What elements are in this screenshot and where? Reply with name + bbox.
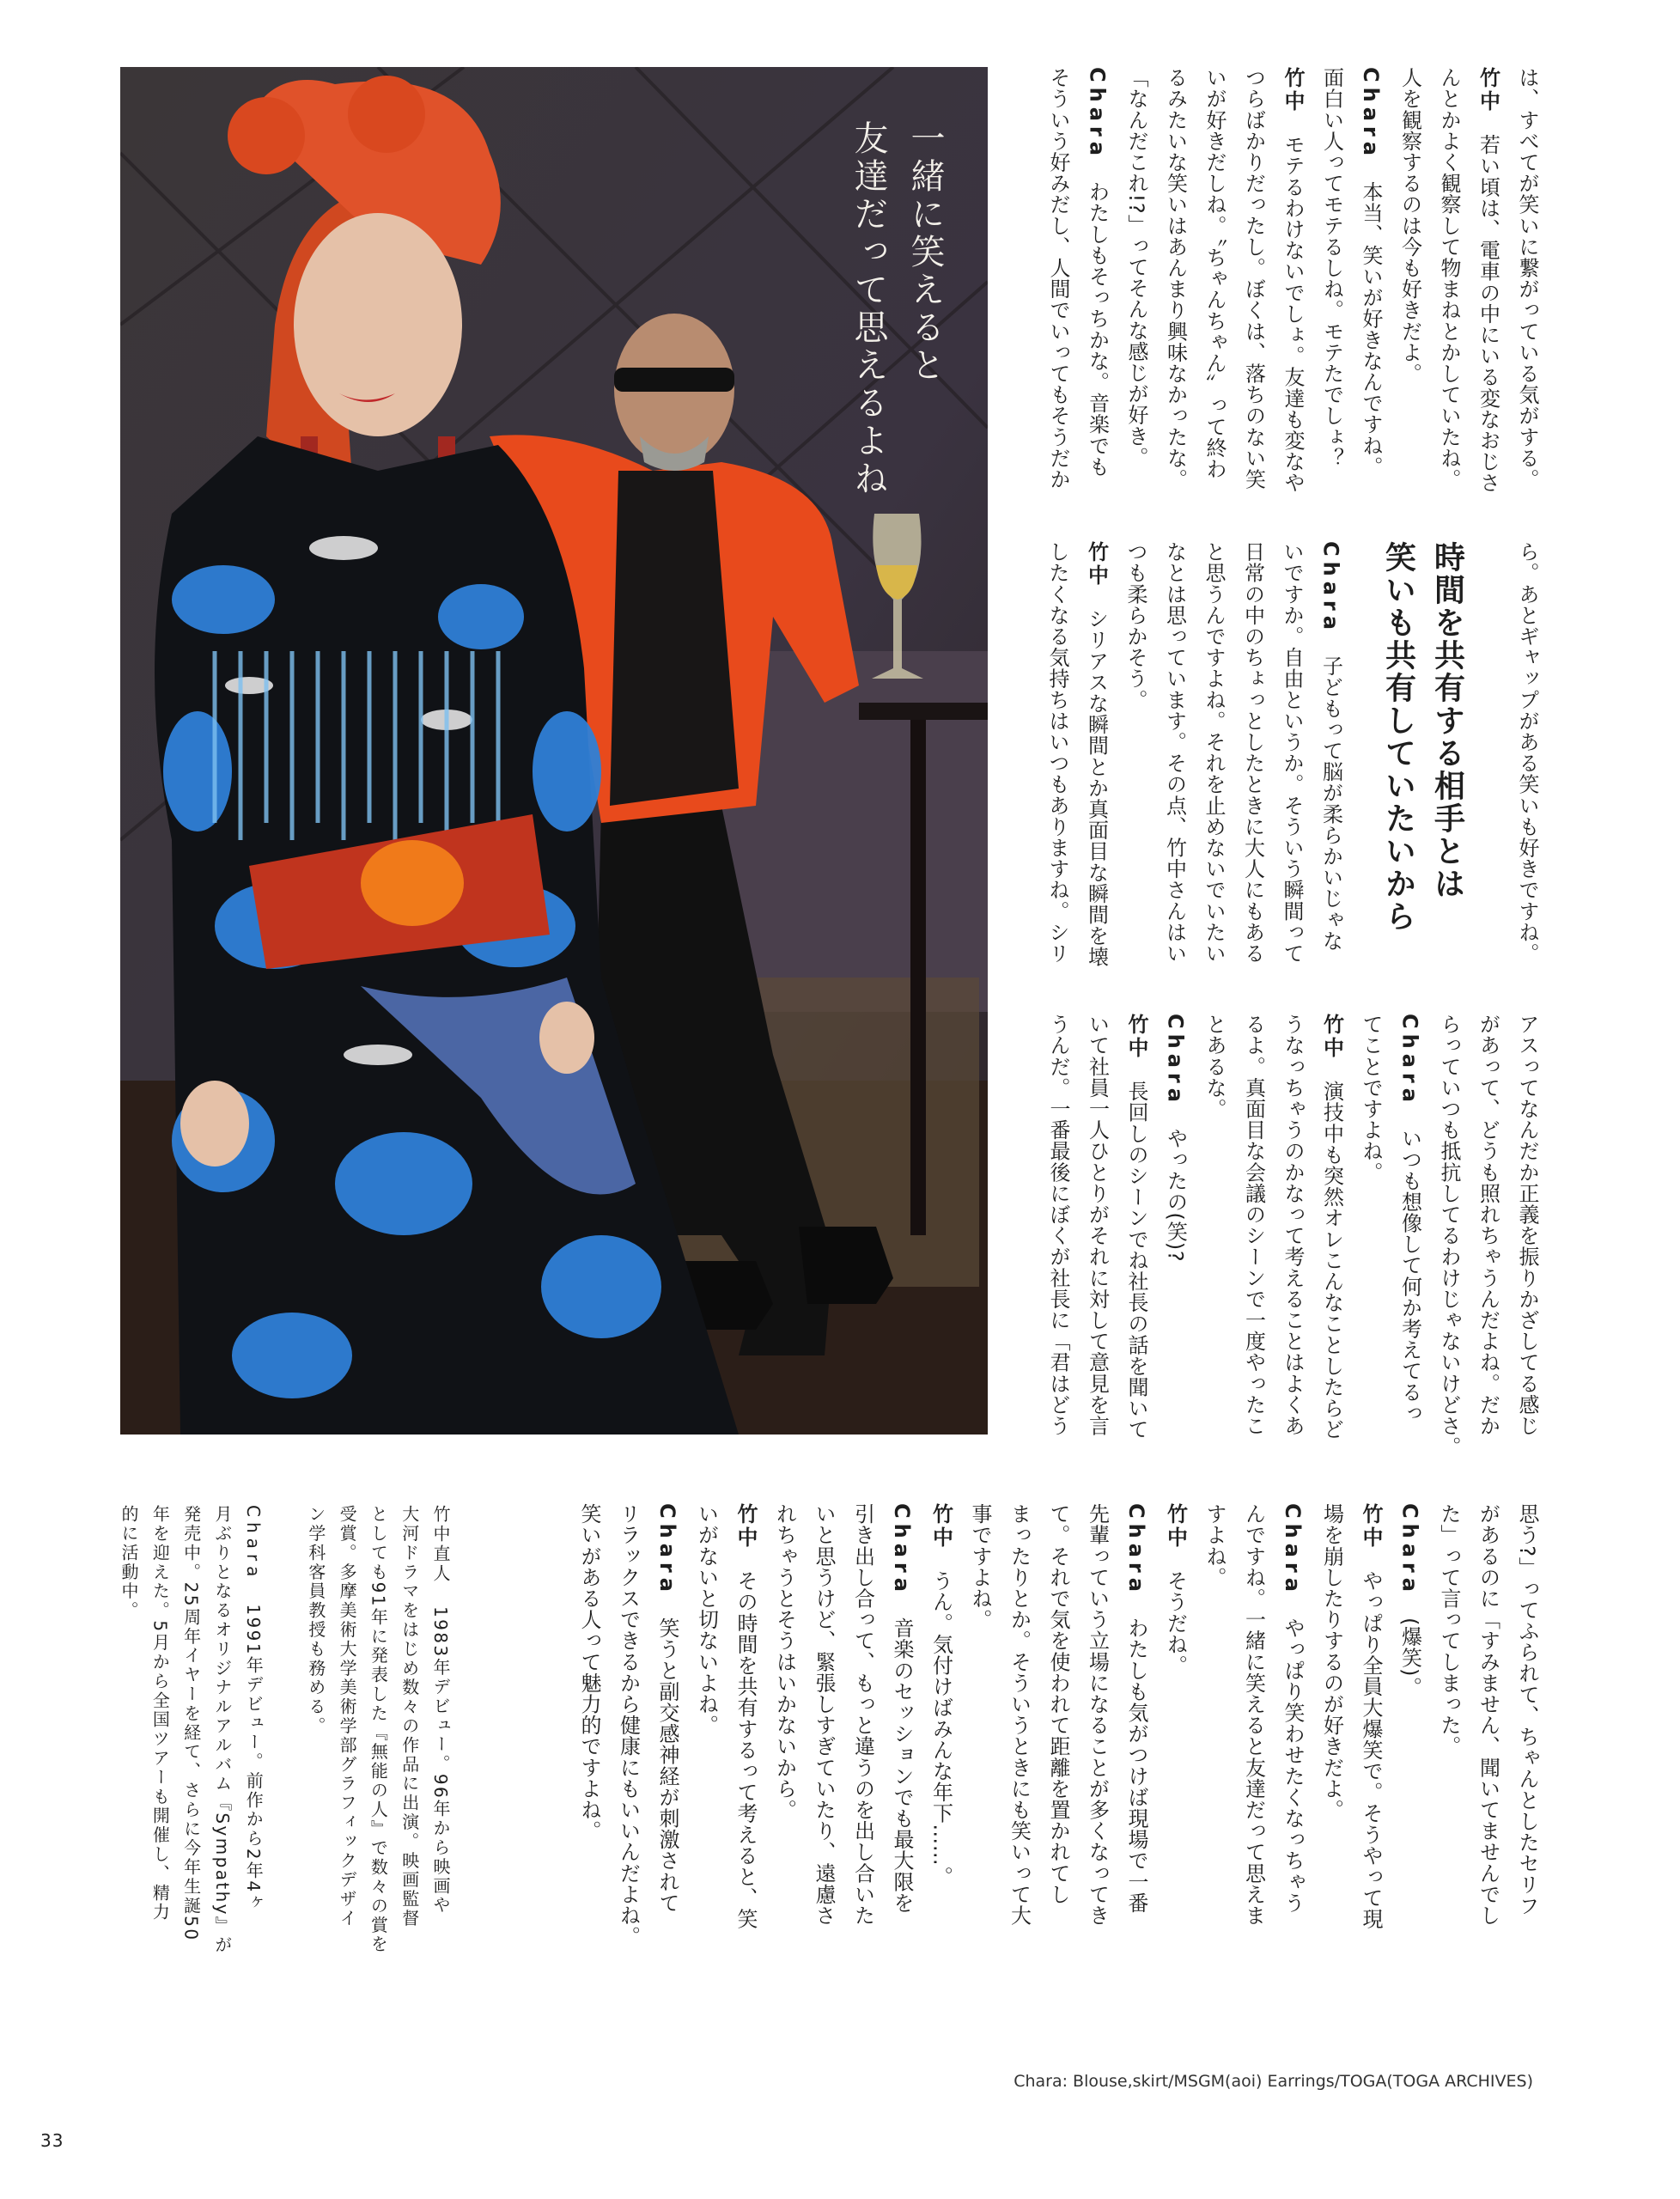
article-text-tier-3 <box>1038 1014 1547 1458</box>
text-column <box>1390 1503 1429 1950</box>
column-text: 引き出し合って、もっと違うのを出し合いた <box>850 1503 875 1926</box>
speaker-name: 竹中 <box>1476 67 1500 113</box>
text-column <box>1468 1503 1507 1950</box>
speaker-name: Chara <box>1085 67 1110 161</box>
column-text: があって、どうも照れちゃうんだよね。だか <box>1476 1014 1500 1436</box>
column-text: 長回しのシーンでね社長の話を聞いて <box>1124 1081 1148 1441</box>
text-column <box>1273 1503 1312 1950</box>
column-text: 先輩っていう立場になることが多くなってき <box>1085 1503 1110 1926</box>
text-column <box>238 1505 269 1952</box>
text-column <box>804 1503 843 1950</box>
text-column <box>1117 1014 1156 1443</box>
column-text: 「なんだこれ!?」ってそんな感じが好き。 <box>1124 67 1148 468</box>
text-column <box>1077 1014 1117 1443</box>
column-text: 場を崩したりするのが好きだよ。 <box>1319 1503 1344 1820</box>
text-column <box>843 1503 882 1950</box>
column-text: うん。気付けばみんな年下……。 <box>928 1570 953 1887</box>
column-text: 音楽のセッションでも最大限を <box>890 1617 914 1914</box>
text-column <box>1351 1014 1391 1443</box>
column-text: があるのに「すみません、聞いてませんでし <box>1476 1503 1500 1926</box>
text-column <box>1312 1014 1351 1443</box>
column-text: れちゃうとそうはいかないから。 <box>772 1503 797 1820</box>
column-text: 演技中も突然オレこんなことしたらど <box>1319 1081 1344 1441</box>
speaker-name: 竹中 <box>1281 67 1305 113</box>
column-text: るみたいな笑いはあんまり興味なかったな。 <box>1163 67 1188 490</box>
column-text: ン学科客員教授も務める。 <box>305 1505 326 1736</box>
column-text: 1983年デビュー。96年から映画や <box>430 1606 451 1916</box>
text-column <box>1312 67 1351 496</box>
speaker-name: Chara <box>1163 1014 1188 1107</box>
text-column <box>1233 541 1272 971</box>
text-column <box>113 1505 144 1952</box>
text-column <box>144 1505 175 1952</box>
text-column <box>1155 1503 1195 1950</box>
text-column <box>1076 541 1116 971</box>
column-text: やっぱり全員大爆笑で。そうやって現 <box>1359 1570 1383 1930</box>
speaker-name: Chara <box>1359 67 1383 161</box>
text-column <box>301 1505 332 1952</box>
text-column <box>1272 541 1312 971</box>
column-text: やっぱり笑わせたくなっちゃう <box>1281 1617 1305 1914</box>
speaker-name: 竹中 <box>733 1503 758 1550</box>
column-text: 思う?」ってふられて、ちゃんとしたセリフ <box>1515 1503 1539 1916</box>
speaker-name: 竹中 <box>1359 1503 1383 1550</box>
column-text: て。それで気を使われて距離を置かれてし <box>1046 1503 1070 1905</box>
text-column <box>1117 67 1156 496</box>
column-text: うなっちゃうのかなって考えることはよくあ <box>1281 1014 1305 1436</box>
text-column <box>1390 67 1429 496</box>
text-column <box>1195 1503 1234 1950</box>
text-column <box>1077 67 1117 496</box>
text-column <box>764 1503 804 1950</box>
headline-line: 一緒に笑えると <box>905 120 945 385</box>
text-column <box>1194 541 1233 971</box>
column-text: 年を迎えた。5月から全国ツアーも開催し、精力 <box>149 1505 171 1922</box>
speaker-name: Chara <box>1397 1014 1422 1107</box>
column-text: いがないと切ないよね。 <box>694 1503 719 1736</box>
text-column <box>1195 1014 1234 1443</box>
text-column <box>1155 1014 1195 1443</box>
text-column <box>569 1503 609 1950</box>
column-text: その時間を共有するって考えると、笑 <box>733 1570 758 1930</box>
column-gap <box>269 1505 300 1952</box>
text-column <box>1351 1503 1391 1950</box>
speaker-name: Chara <box>1318 541 1343 635</box>
column-text: モテるわけないでしょ。友達も変なや <box>1281 134 1305 494</box>
speaker-name: Chara <box>890 1503 914 1597</box>
text-column <box>921 1503 960 1950</box>
text-column <box>882 1503 922 1950</box>
column-text: つも柔らかそう。 <box>1123 541 1147 710</box>
article-text-tier-1 <box>1038 67 1547 496</box>
column-text: とあるな。 <box>1202 1014 1227 1119</box>
column-text: 的に活動中。 <box>119 1505 140 1621</box>
speaker-name: 竹中直人 <box>430 1505 451 1584</box>
text-column <box>393 1505 424 1952</box>
column-text: 受賞。多摩美術大学美術学部グラフィックデザイ <box>337 1505 358 1928</box>
column-text: 笑うと副交感神経が刺激されて <box>655 1617 679 1914</box>
text-column <box>1311 541 1350 971</box>
text-column <box>1507 1503 1547 1950</box>
text-column <box>1468 67 1507 496</box>
text-column <box>999 1503 1038 1950</box>
speaker-name: Chara <box>1124 1503 1148 1597</box>
speaker-name: 竹中 <box>1163 1503 1188 1550</box>
column-text: は、すべてが笑いに繋がっている気がする。 <box>1515 67 1539 490</box>
profile-bios <box>113 1505 456 1955</box>
column-text: うんだ。一番最後にぼくが社長に「君はどう <box>1046 1014 1070 1436</box>
column-text: ら。あとギャップがある笑いも好きですね。 <box>1515 541 1539 964</box>
headline-line: 友達だって思えるよね <box>849 120 888 498</box>
section-heading-line: 笑いも共有していたいから <box>1380 541 1416 933</box>
column-text: すよね。 <box>1202 1503 1227 1588</box>
text-column <box>1077 1503 1117 1950</box>
text-column <box>1117 1503 1156 1950</box>
column-text: いて社員一人ひとりがそれに対して意見を言 <box>1085 1014 1110 1436</box>
speaker-name: 竹中 <box>1084 541 1109 588</box>
column-text: シリアスな瞬間とか真面目な瞬間を壊 <box>1084 608 1109 968</box>
text-column <box>1273 1014 1312 1443</box>
column-text: そうだね。 <box>1163 1570 1188 1676</box>
speaker-name: Chara <box>655 1503 679 1597</box>
text-column <box>1429 1503 1469 1950</box>
text-column <box>1116 541 1155 971</box>
section-heading-line: 時間を共有する相手とは <box>1429 541 1465 900</box>
column-text: と思うんですよね。それを止めないでいたい <box>1202 541 1226 964</box>
text-column <box>207 1505 238 1955</box>
column-text: た」って言ってしまった。 <box>1437 1503 1461 1757</box>
text-column <box>1038 67 1078 496</box>
text-column <box>175 1505 206 1952</box>
speaker-name: Chara <box>1397 1503 1422 1597</box>
text-column <box>1155 67 1195 496</box>
column-text: いつも想像して何か考えてるっ <box>1397 1127 1422 1424</box>
text-column <box>960 1503 1000 1950</box>
column-text: としても91年に発表した『無能の人』で数々の賞を <box>368 1505 389 1955</box>
speaker-name: 竹中 <box>1319 1014 1344 1060</box>
column-text: つらばかりだったし。ぼくは、落ちのない笑 <box>1241 67 1266 490</box>
column-text: やったの(笑)? <box>1163 1127 1188 1263</box>
text-column <box>1429 67 1469 496</box>
section-heading <box>1350 541 1507 971</box>
text-column <box>362 1505 393 1955</box>
speaker-name: Chara <box>1281 1503 1305 1597</box>
text-column <box>425 1505 456 1952</box>
credit-caption: Chara: Blouse,skirt/MSGM(aoi) Earrings/TOGA(TOGA ARCHIVES) <box>1013 2072 1533 2091</box>
column-text: わたしも気がつけば現場で一番 <box>1124 1617 1148 1914</box>
column-text: そういう好みだし、人間でいってもそうだか <box>1046 67 1070 490</box>
column-text: 月ぶりとなるオリジナルアルバム『Sympathy』が <box>211 1505 233 1955</box>
column-text: わたしもそっちかな。音楽でも <box>1085 180 1110 478</box>
text-column <box>1038 1503 1078 1950</box>
speaker-name: 竹中 <box>1124 1014 1148 1060</box>
text-column <box>1312 1503 1351 1950</box>
text-column <box>332 1505 362 1952</box>
column-text: るよ。真面目な会議のシーンで一度やったこ <box>1241 1014 1266 1436</box>
column-text: んですね。一緒に笑えると友達だって思えま <box>1241 1503 1266 1926</box>
column-text: 大河ドラマをはじめ数々の作品に出演。映画監督 <box>399 1505 420 1928</box>
text-column <box>1507 1014 1547 1443</box>
text-column <box>1351 67 1391 496</box>
text-column <box>1468 1014 1507 1443</box>
text-column <box>648 1503 687 1950</box>
text-column <box>608 1503 648 1950</box>
column-text: てことですよね。 <box>1359 1014 1383 1183</box>
column-text: 日常の中のちょっとしたときに大人にもある <box>1240 541 1265 964</box>
column-text: 1991年デビュー。前作から2年4ヶ <box>243 1604 265 1913</box>
column-text: らっていつも抵抗してるわけじゃないけどさ。 <box>1437 1014 1461 1458</box>
speaker-name: 竹中 <box>928 1503 953 1550</box>
column-text: 若い頃は、電車の中にいる変なおじさ <box>1476 134 1500 494</box>
text-column <box>726 1503 765 1950</box>
article-text-continued <box>569 1503 1547 1950</box>
column-text: 本当、笑いが好きなんですね。 <box>1359 180 1383 478</box>
column-text: アスってなんだか正義を振りかざしてる感じ <box>1515 1014 1539 1436</box>
column-text: 事ですよね。 <box>968 1503 992 1630</box>
text-column <box>1195 67 1234 496</box>
column-text: (爆笑)。 <box>1397 1617 1422 1698</box>
column-text: リラックスできるから健康にもいいんだよね。 <box>616 1503 641 1947</box>
column-text: いが好きだしね。〝ちゃんちゃん〟って終わ <box>1202 67 1227 479</box>
text-column <box>1233 67 1273 496</box>
text-column <box>1233 1503 1273 1950</box>
column-text: なとは思っています。その点、竹中さんはい <box>1162 541 1187 964</box>
text-column <box>1038 541 1077 971</box>
text-column <box>1273 67 1312 496</box>
column-text: 子どもって脳が柔らかいじゃな <box>1318 655 1343 952</box>
text-column <box>1038 1014 1078 1443</box>
column-text: まったりとか。そういうときにも笑いって大 <box>1007 1503 1032 1926</box>
interview-photo <box>120 67 988 1435</box>
text-column <box>1154 541 1194 971</box>
column-text: したくなる気持ちはいつもありますね。シリ <box>1045 541 1069 964</box>
column-text: 面白い人ってモテるしね。モテたでしょ？ <box>1319 67 1344 469</box>
article-text-tier-2 <box>1038 541 1547 971</box>
text-column <box>1429 1014 1469 1458</box>
column-text: いですか。自由というか。そういう瞬間って <box>1280 541 1304 964</box>
photo-headline <box>840 120 953 498</box>
page-number: 33 <box>40 2130 64 2151</box>
column-text: んとかよく観察して物まねとかしていたね。 <box>1437 67 1461 490</box>
column-text: 笑いがある人って魅力的ですよね。 <box>577 1503 601 1842</box>
column-text: 発売中。25周年イヤーを経て、さらに今年生誕50 <box>180 1505 202 1942</box>
text-column <box>1507 67 1547 496</box>
text-column <box>1390 1014 1429 1443</box>
column-text: 人を観察するのは今も好きだよ。 <box>1397 67 1422 384</box>
text-column <box>1233 1014 1273 1443</box>
text-column <box>686 1503 726 1950</box>
column-text: いと思うけど、緊張しすぎていたり、遠慮さ <box>812 1503 836 1926</box>
text-column <box>1507 541 1547 971</box>
speaker-name: Chara <box>243 1505 265 1582</box>
